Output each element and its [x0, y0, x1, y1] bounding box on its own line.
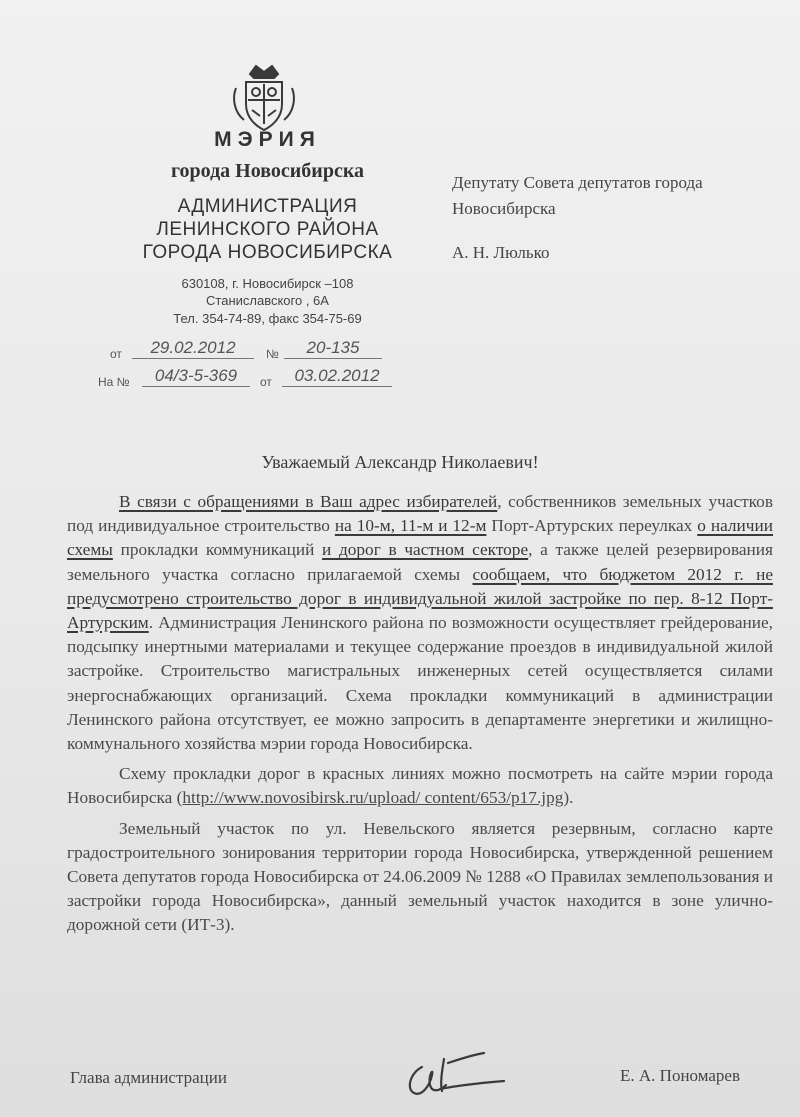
underlined-text: и дорог в частном секторе: [322, 540, 529, 560]
body-text: прокладки коммуникаций: [112, 540, 323, 560]
underlined-text: В связи с обращениями в Ваш адрес избирателей: [119, 492, 498, 511]
addressee-name: А. Н. Люлько: [452, 243, 550, 262]
body-text: , собственников земельных участков под индивидуальное строительство: [67, 492, 773, 536]
salutation: Уважаемый Александр Николаевич!: [261, 452, 539, 472]
addressee-position: Депутату Совета депутатов города Новосибирска: [452, 173, 703, 218]
body-text: , а также целей резервирования земельного участка согласно прилагаемой схемы: [67, 540, 773, 584]
ref-date: 29.02.2012: [132, 338, 254, 359]
phone-line: Тел. 354-74-89, факс 354-75-69: [173, 311, 362, 326]
org-city: города Новосибирска: [170, 160, 365, 182]
ref-incoming-date: 03.02.2012: [282, 366, 392, 387]
paragraph-2: [67, 762, 773, 810]
admin-line-2: ЛЕНИНСКОГО РАЙОНА: [156, 219, 379, 240]
underlined-text: о наличии схемы: [67, 516, 773, 560]
address-line-2: Станиславского , 6А: [206, 293, 329, 308]
paragraph-1: [67, 490, 773, 756]
admin-line-3: ГОРОДА НОВОСИБИРСКА: [142, 242, 393, 263]
handwritten-signature-icon: [400, 1045, 510, 1105]
admin-line-1: АДМИНИСТРАЦИЯ: [177, 196, 358, 217]
underlined-text: на 10-м, 11-м и 12-м: [334, 516, 487, 536]
ref-incoming-number: 04/3-5-369: [142, 366, 250, 387]
paragraph-3: Земельный участок по ул. Невельского является резервным, согласно карте градостроительного зонирования территории города Новосибирска, утвержденной решением Совета депутатов города Новосибирска от 24.06.2009 № 1288 «О Правилах землепользования и застройки города Новосибирска», данный земельный участок находится в зоне улично-дорожной сети (ИТ-3).: [67, 818, 773, 935]
ref-incoming-from-label: от: [260, 375, 272, 389]
address-line-1: 630108, г. Новосибирск –108: [181, 276, 354, 291]
ref-number: 20-135: [284, 338, 382, 359]
body-text: Схему прокладки дорог в красных линиях можно посмотреть на сайте мэрии города Новосибирска (: [67, 764, 773, 808]
body-text: ).: [563, 788, 574, 808]
coat-of-arms-icon: [226, 60, 302, 136]
underlined-text: сообщаем, что бюджетом 2012 г. не предусмотрено строительство дорог в индивидуальной жилой застройке по пер. 8-12 Порт-Артурским: [67, 564, 773, 633]
ref-incoming-label: На №: [98, 375, 130, 389]
site-link[interactable]: http://www.novosibirsk.ru/upload/ content/653/p17.jpg: [182, 788, 564, 808]
ref-from-label: от: [110, 347, 122, 361]
body-text: Порт-Артурских переулках: [486, 516, 698, 536]
signatory-name: Е. А. Пономарев: [620, 1066, 740, 1085]
org-name: МЭРИЯ: [214, 128, 321, 151]
letter-body: [67, 490, 773, 944]
signatory-title: Глава администрации: [70, 1068, 227, 1087]
body-text: . Администрация Ленинского района по возможности осуществляет грейдерование, подсыпку инертными материалами и текущее содержание проездов в индивидуальной жилой застройке. Строительство магистральных инженерных сетей осуществляется силами энергоснабжающих организаций. Схема прокладки коммуникаций в администрации Ленинского района отсутствует, ее можно запросить в департаменте энергетики и жилищно-коммунального хозяйства мэрии города Новосибирска.: [67, 613, 773, 754]
ref-number-label: №: [266, 347, 279, 361]
